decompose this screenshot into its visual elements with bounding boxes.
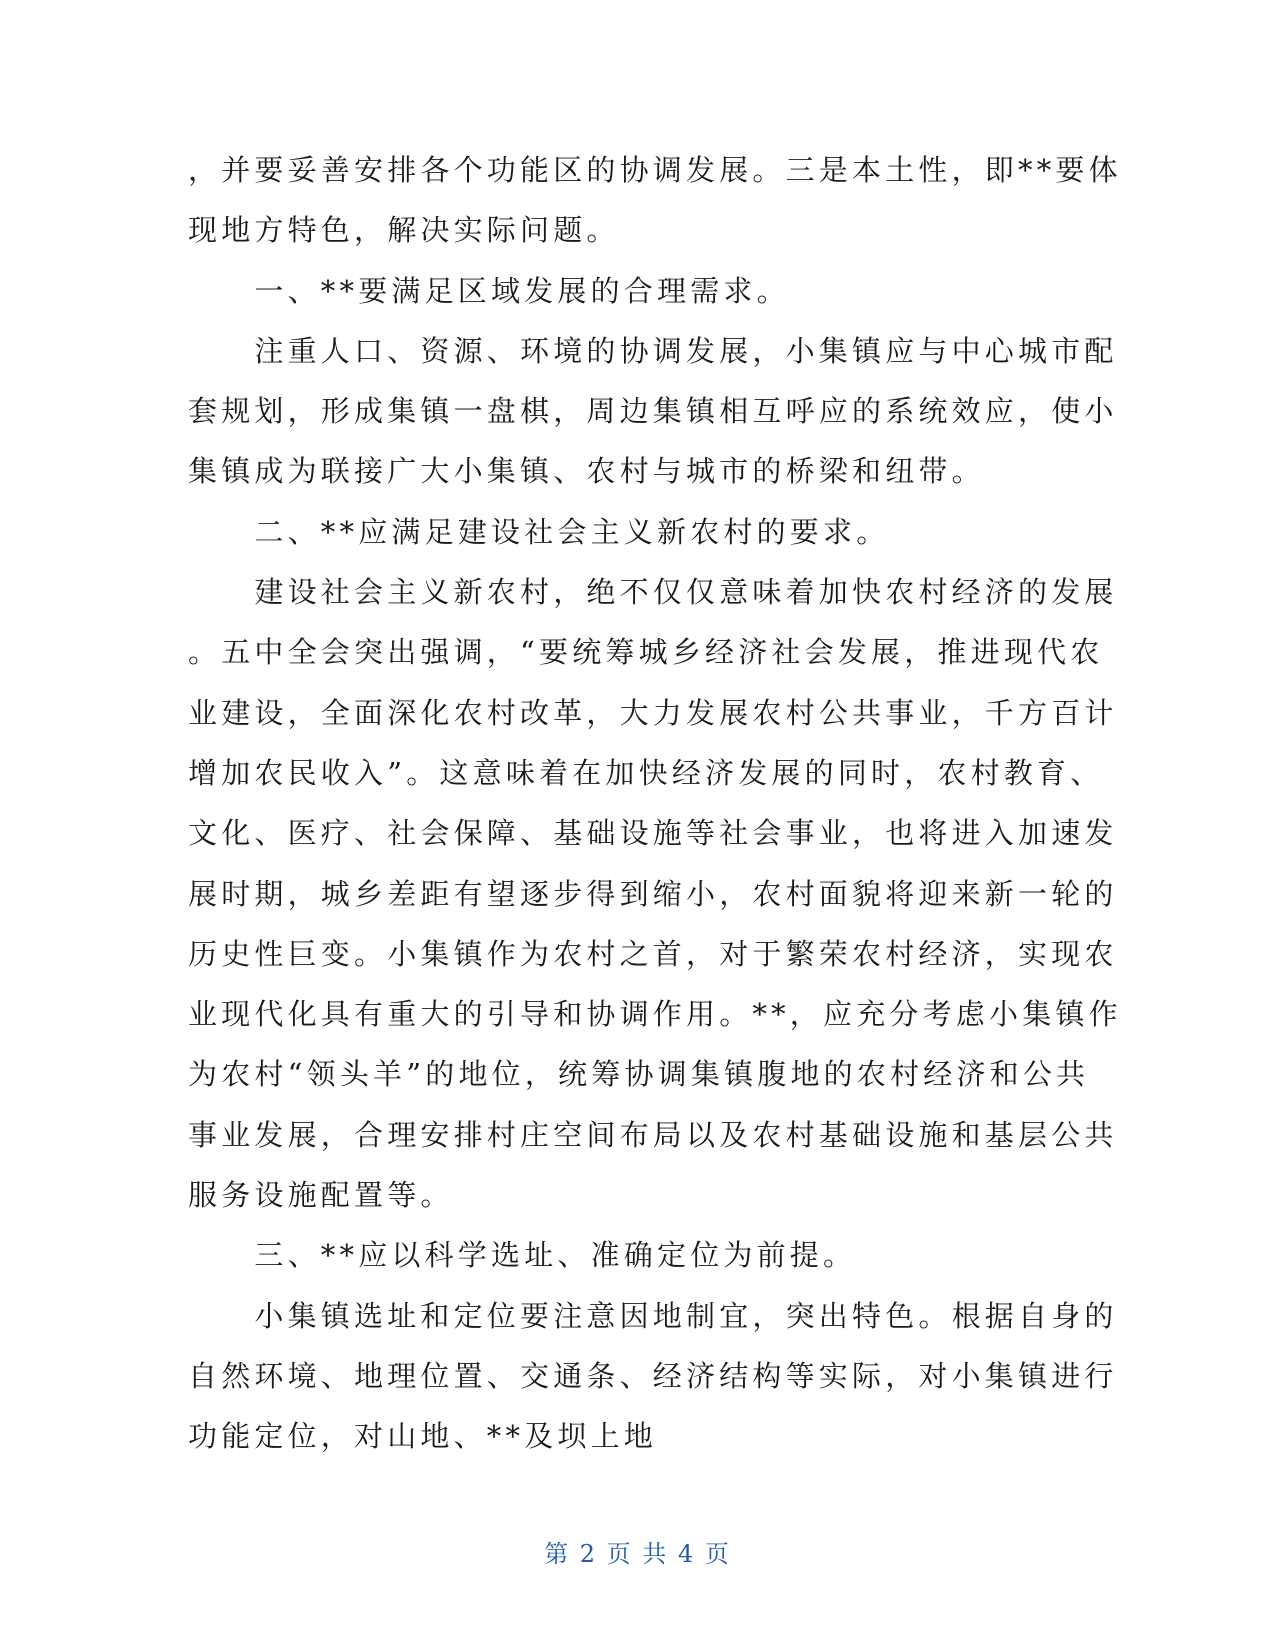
text-line: 文化、医疗、社会保障、基础设施等社会事业，也将进入加速发: [188, 816, 1118, 851]
page-number-footer: 第 2 页 共 4 页: [544, 1540, 731, 1568]
text-line: 服务设施配置等。: [188, 1178, 454, 1213]
text-line: 建设社会主义新农村，绝不仅仅意味着加快农村经济的发展: [188, 575, 1118, 610]
text-line: 事业发展，合理安排村庄空间布局以及农村基础设施和基层公共: [188, 1117, 1118, 1152]
text-line: 小集镇选址和定位要注意因地制宜，突出特色。根据自身的: [188, 1298, 1118, 1333]
text-line: 现地方特色，解决实际问题。: [188, 213, 620, 248]
text-line: 为农村“领头羊”的地位，统筹协调集镇腹地的农村经济和公共: [188, 1057, 1090, 1092]
text-line: 增加农民收入”。这意味着在加快经济发展的同时，农村教育、: [188, 755, 1104, 790]
section-heading: 一、**要满足区域发展的合理需求。: [188, 273, 790, 308]
text-line: 。五中全会突出强调，“要统筹城乡经济社会发展，推进现代农: [188, 635, 1104, 670]
text-line: 套规划，形成集镇一盘棋，周边集镇相互呼应的系统效应，使小: [188, 394, 1118, 429]
text-line: 注重人口、资源、环境的协调发展，小集镇应与中心城市配: [188, 333, 1118, 368]
text-line: 功能定位，对山地、**及坝上地: [188, 1419, 658, 1454]
text-line: 集镇成为联接广大小集镇、农村与城市的桥梁和纽带。: [188, 454, 985, 489]
text-line: 自然环境、地理位置、交通条、经济结构等实际，对小集镇进行: [188, 1358, 1118, 1393]
section-heading: 三、**应以科学选址、准确定位为前提。: [188, 1238, 857, 1273]
text-line: ，并要妥善安排各个功能区的协调发展。三是本土性，即**要体: [188, 153, 1122, 187]
text-line: 展时期，城乡差距有望逐步得到缩小，农村面貌将迎来新一轮的: [188, 876, 1118, 911]
text-line: 业建设，全面深化农村改革，大力发展农村公共事业，千方百计: [188, 695, 1118, 730]
section-heading: 二、**应满足建设社会主义新农村的要求。: [188, 514, 890, 549]
document-body: [188, 140, 1122, 1467]
text-line: 历史性巨变。小集镇作为农村之首，对于繁荣农村经济，实现农: [188, 936, 1118, 971]
text-line: 业现代化具有重大的引导和协调作用。**，应充分考虑小集镇作: [188, 997, 1122, 1032]
